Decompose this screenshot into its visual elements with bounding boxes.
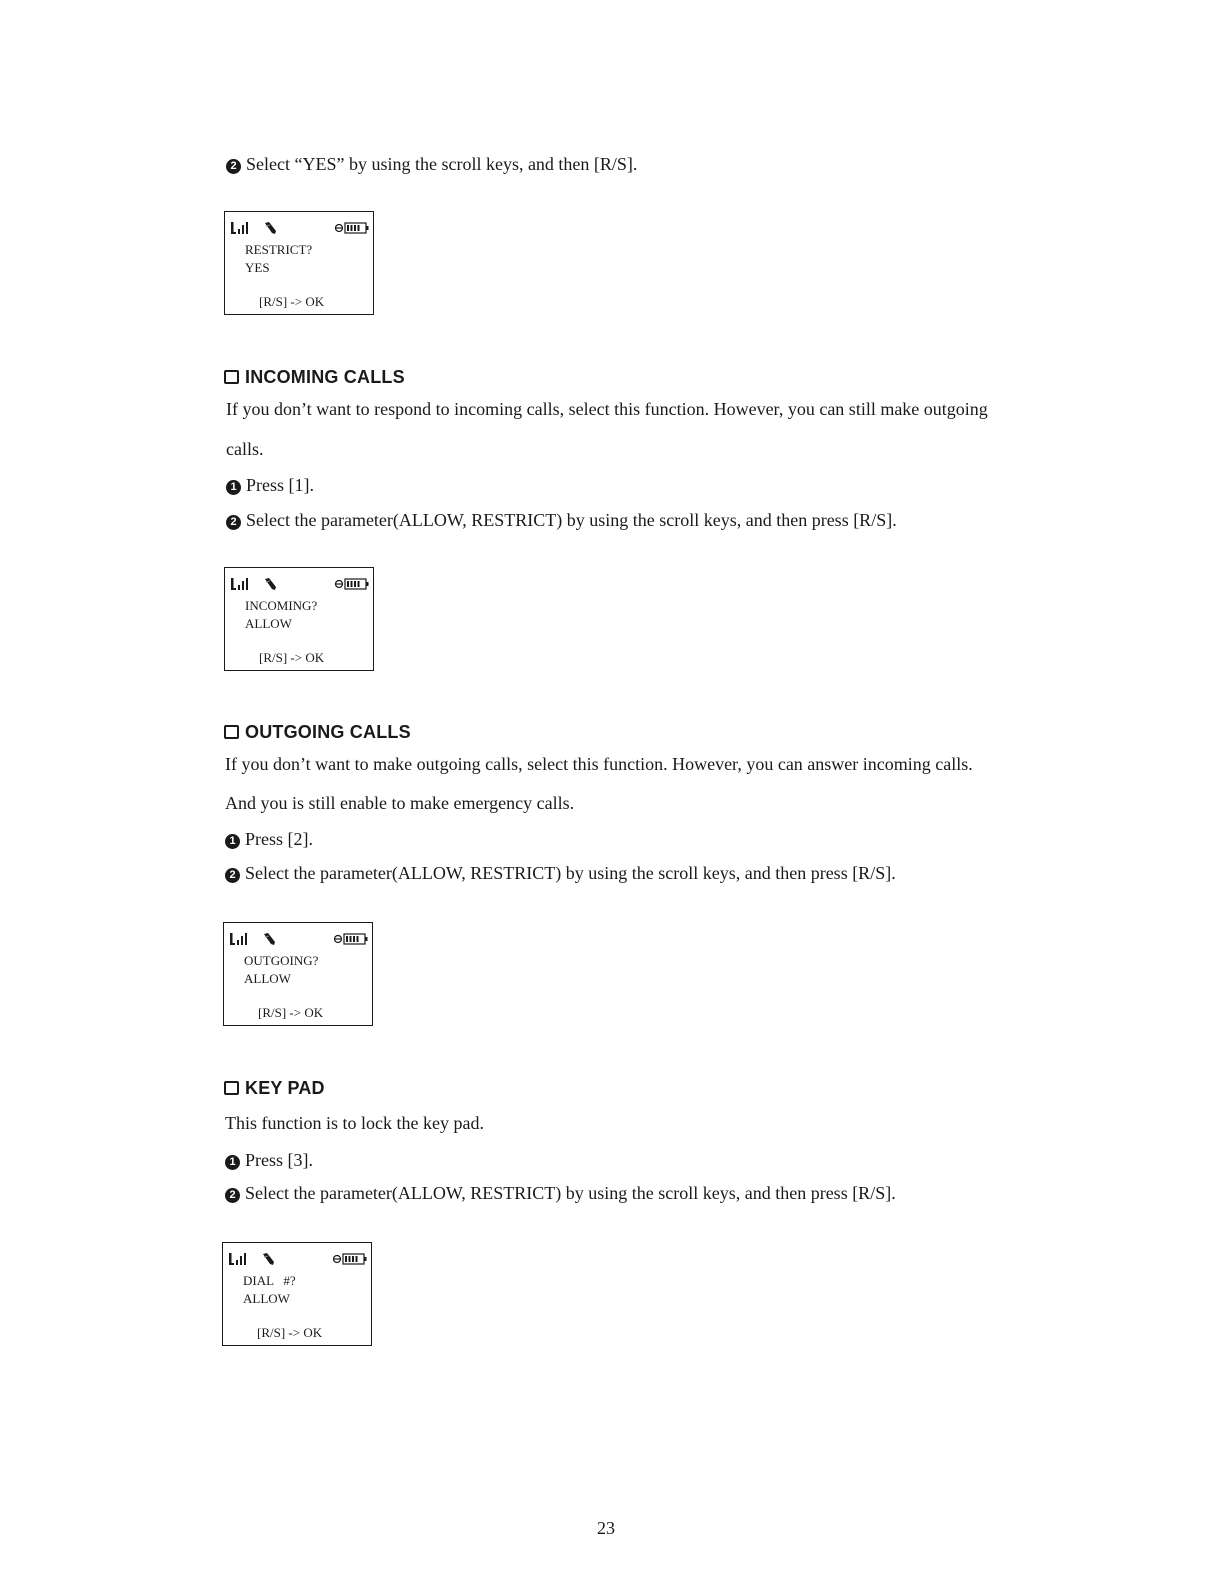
display-line-2: ALLOW (245, 616, 292, 631)
keypad-step-2 (225, 1182, 896, 1204)
phone-display-incoming (224, 567, 374, 671)
page-number: 23 (597, 1518, 615, 1538)
checkbox-bullet-icon (224, 370, 239, 384)
outgoing-calls-heading (224, 721, 411, 743)
step-1-marker: 1 (225, 834, 240, 849)
display-line-2: ALLOW (243, 1291, 290, 1306)
step-2-marker: 2 (225, 868, 240, 883)
outgoing-step-1-text: Press [2]. (245, 829, 313, 849)
keypad-step-1 (225, 1149, 313, 1171)
incoming-step-1-text: Press [1]. (246, 475, 314, 495)
step-1-marker: 1 (225, 1155, 240, 1170)
display-line-2: ALLOW (244, 971, 291, 986)
step-1-marker: 1 (226, 480, 241, 495)
call-handset-icon (263, 220, 279, 236)
outgoing-calls-title: OUTGOING CALLS (245, 722, 411, 742)
signal-strength-icon (231, 577, 255, 591)
call-handset-icon (261, 1251, 277, 1267)
keypad-step-2-text: Select the parameter(ALLOW, RESTRICT) by using the scroll keys, and then press [R/S]. (245, 1183, 896, 1203)
keypad-desc-line-1: This function is to lock the key pad. (225, 1113, 484, 1133)
step-2-text: Select “YES” by using the scroll keys, and then [R/S]. (246, 154, 638, 174)
call-handset-icon (263, 576, 279, 592)
step-2-instruction (226, 153, 637, 175)
battery-icon (334, 933, 368, 945)
phone-display-dial (222, 1242, 372, 1346)
phone-display-restrict (224, 211, 374, 315)
incoming-calls-heading (224, 366, 405, 388)
key-pad-heading (224, 1077, 325, 1099)
incoming-calls-title: INCOMING CALLS (245, 367, 405, 387)
display-line-2: YES (245, 260, 270, 275)
call-handset-icon (262, 931, 278, 947)
signal-strength-icon (229, 1252, 253, 1266)
incoming-desc-line-1: If you don’t want to respond to incoming calls, select this function. However, you can still make outgoing (226, 399, 988, 419)
signal-strength-icon (231, 221, 255, 235)
step-2-marker: 2 (226, 515, 241, 530)
display-line-3: [R/S] -> OK (259, 650, 325, 665)
step-2-marker: 2 (226, 159, 241, 174)
signal-strength-icon (230, 932, 254, 946)
keypad-step-1-text: Press [3]. (245, 1150, 313, 1170)
key-pad-title: KEY PAD (245, 1078, 325, 1098)
battery-icon (335, 578, 369, 590)
display-line-1: OUTGOING? (244, 953, 319, 968)
display-line-3: [R/S] -> OK (258, 1005, 324, 1020)
checkbox-bullet-icon (224, 1081, 239, 1095)
display-line-1: RESTRICT? (245, 242, 313, 257)
incoming-step-2-text: Select the parameter(ALLOW, RESTRICT) by using the scroll keys, and then press [R/S]. (246, 510, 897, 530)
battery-icon (333, 1253, 367, 1265)
incoming-desc-line-2: calls. (226, 439, 264, 459)
outgoing-step-2 (225, 862, 896, 884)
incoming-step-1 (226, 474, 314, 496)
checkbox-bullet-icon (224, 725, 239, 739)
incoming-step-2 (226, 509, 897, 531)
outgoing-desc-line-2: And you is still enable to make emergency calls. (225, 793, 575, 813)
outgoing-step-1 (225, 828, 313, 850)
outgoing-step-2-text: Select the parameter(ALLOW, RESTRICT) by using the scroll keys, and then press [R/S]. (245, 863, 896, 883)
display-line-3: [R/S] -> OK (259, 294, 325, 309)
outgoing-desc-line-1: If you don’t want to make outgoing calls, select this function. However, you can answer incoming calls. (225, 754, 973, 774)
step-2-marker: 2 (225, 1188, 240, 1203)
display-line-1: DIAL #? (243, 1273, 296, 1288)
display-line-3: [R/S] -> OK (257, 1325, 323, 1340)
display-line-1: INCOMING? (245, 598, 318, 613)
phone-display-outgoing (223, 922, 373, 1026)
battery-icon (335, 222, 369, 234)
